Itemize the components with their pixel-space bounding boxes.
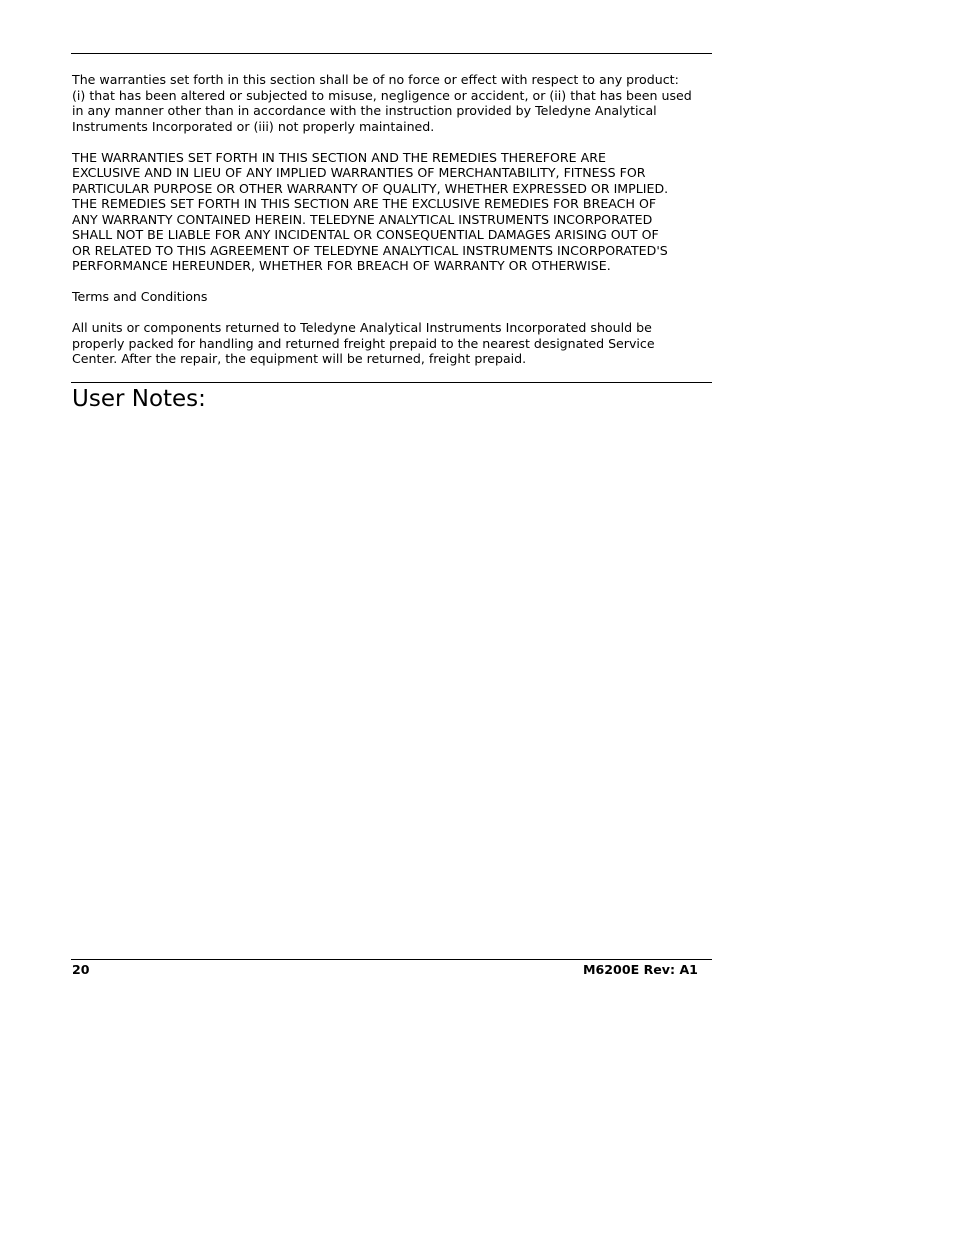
warranty-disclaimer-paragraph: THE WARRANTIES SET FORTH IN THIS SECTION AND THE REMEDIES THEREFORE ARE EXCLUSIVE AND IN LIEU OF ANY IMPLIED WARRANTIES OF MERCHANTABILITY, FITNESS FOR PARTICULAR PURPOSE OR OTHER WARRANTY OF QUALITY, WHETHER EXPRESSED OR IMPLIED. THE REMEDIES SET FORTH IN THIS SECTION ARE THE EXCLUSIVE REMEDIES FOR BREACH OF ANY WARRANTY CONTAINED HEREIN. TELEDYNE ANALYTICAL INSTRUMENTS INCORPORATED SHALL NOT BE LIABLE FOR ANY INCIDENTAL OR CONSEQUENTIAL DAMAGES ARISING OUT OF OR RELATED TO THIS AGREEMENT OF TELEDYNE ANALYTICAL INSTRUMENTS INCORPORATED'S PERFORMANCE HEREUNDER, WHETHER FOR BREACH OF WARRANTY OR OTHERWISE. [72,149,669,273]
returns-paragraph: All units or components returned to Teledyne Analytical Instruments Incorporated should be properly packed for handling and returned freight prepaid to the nearest designated Service Center. After the repair, the equipment will be returned, freight prepaid. [72,320,655,366]
section-divider [71,382,712,383]
footer-rule [71,959,712,960]
terms-and-conditions-label: Terms and Conditions [72,289,208,304]
user-notes-heading: User Notes: [72,386,206,412]
warranty-text-block [72,72,717,367]
top-rule [71,53,712,54]
document-revision: M6200E Rev: A1 [583,962,698,977]
warranty-exclusions-paragraph: The warranties set forth in this section shall be of no force or effect with respect to any product: (i) that has been altered or subjected to misuse, negligence or accident, or (ii) that has been used in any manner other than in accordance with the instruction provided by Teledyne Analytical Instruments Incorporated or (iii) not properly maintained. [72,72,692,134]
page-number: 20 [72,962,90,977]
